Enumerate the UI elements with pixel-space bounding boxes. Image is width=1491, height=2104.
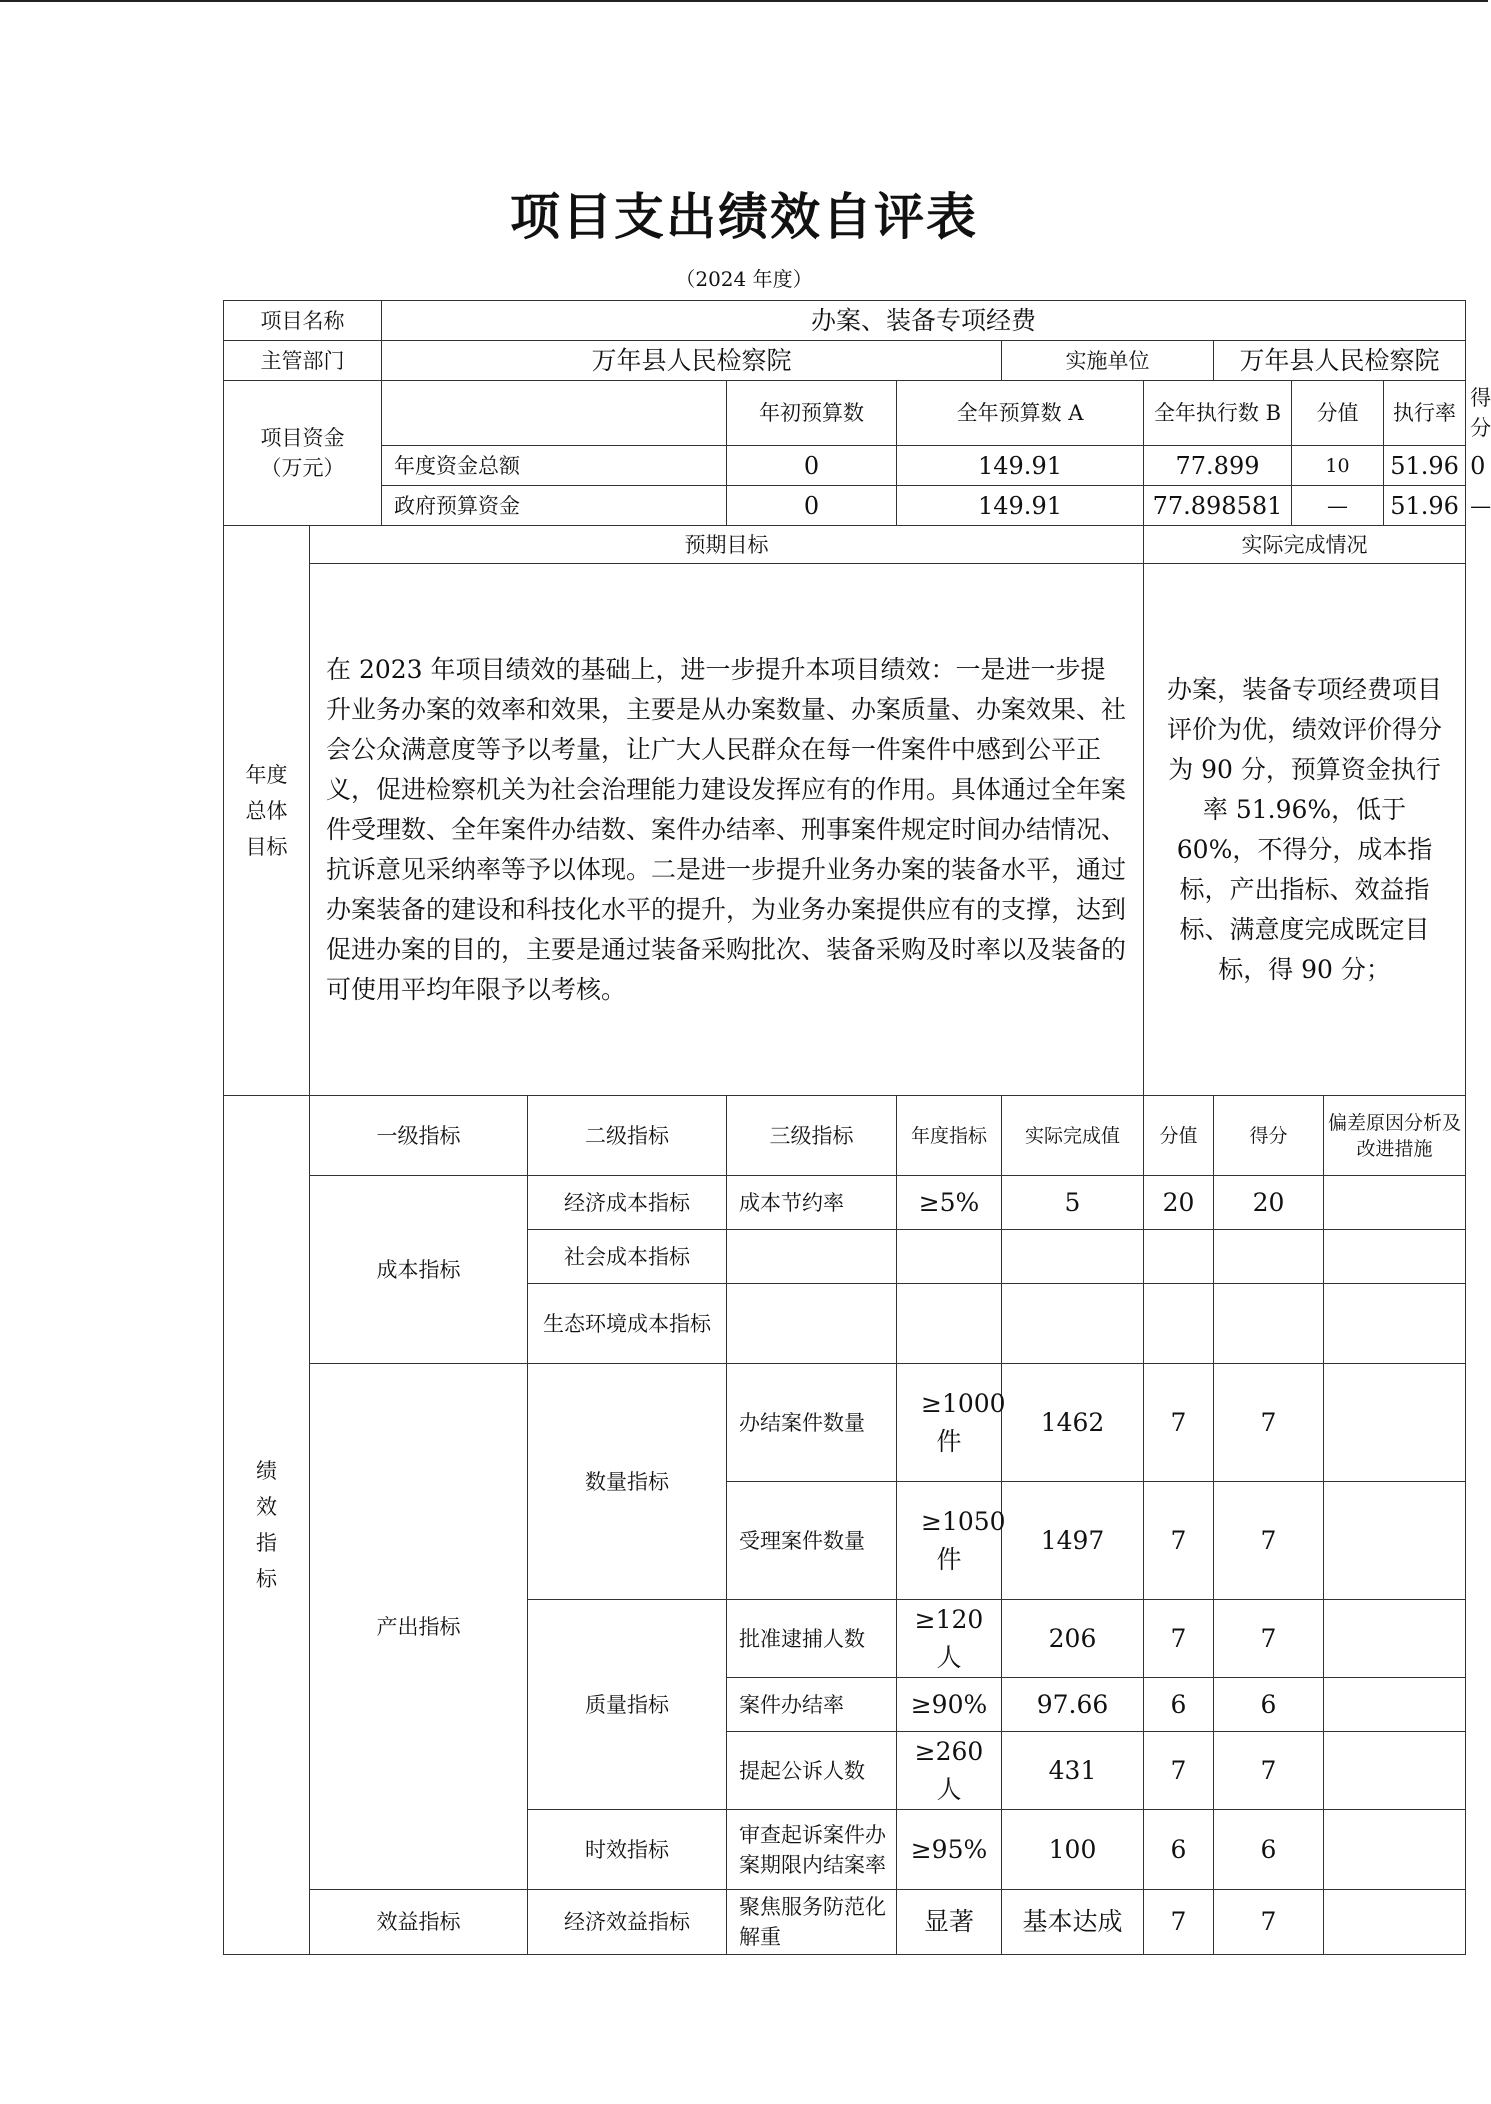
score-cell: 20 bbox=[1214, 1176, 1324, 1230]
level3-cell bbox=[727, 1230, 897, 1284]
project-name-label: 项目名称 bbox=[224, 301, 382, 341]
col-level1: 一级指标 bbox=[310, 1096, 528, 1176]
col-score: 得分 bbox=[1214, 1096, 1324, 1176]
col-level2: 二级指标 bbox=[528, 1096, 727, 1176]
col-actual-value: 实际完成值 bbox=[1002, 1096, 1144, 1176]
level3-cell: 审查起诉案件办案期限内结案率 bbox=[727, 1810, 897, 1890]
funds-row-score-value: 10 bbox=[1292, 446, 1384, 486]
deviation-cell bbox=[1324, 1678, 1466, 1732]
level3-cell: 提起公诉人数 bbox=[727, 1732, 897, 1810]
indicator-row bbox=[224, 1176, 1466, 1230]
year-label: （2024 年度） bbox=[675, 267, 813, 291]
deviation-cell bbox=[1324, 1732, 1466, 1810]
col-level3: 三级指标 bbox=[727, 1096, 897, 1176]
indicator-header-row bbox=[224, 1096, 1466, 1176]
score-value-cell bbox=[1144, 1284, 1214, 1364]
funds-row-executed: 77.899 bbox=[1144, 446, 1292, 486]
goals-label bbox=[224, 526, 310, 1096]
funds-row-score-value: — bbox=[1292, 486, 1384, 526]
actual-value-cell: 206 bbox=[1002, 1600, 1144, 1678]
indicator-row bbox=[224, 1364, 1466, 1482]
deviation-cell bbox=[1324, 1364, 1466, 1482]
actual-value-cell bbox=[1002, 1284, 1144, 1364]
actual-value-cell: 97.66 bbox=[1002, 1678, 1144, 1732]
deviation-cell bbox=[1324, 1810, 1466, 1890]
indicator-row bbox=[224, 1890, 1466, 1955]
goals-label-line1: 年度 bbox=[245, 762, 288, 787]
department-row bbox=[224, 341, 1466, 381]
score-value-cell: 7 bbox=[1144, 1364, 1214, 1482]
quality-level2: 质量指标 bbox=[528, 1600, 727, 1810]
deviation-cell bbox=[1324, 1176, 1466, 1230]
output-level1: 产出指标 bbox=[310, 1364, 528, 1890]
level3-cell: 批准逮捕人数 bbox=[727, 1600, 897, 1678]
expected-goal-text: 在 2023 年项目绩效的基础上，进一步提升本项目绩效：一是进一步提升业务办案的效率和效果，主要是从办案数量、办案质量、办案效果、社会公众满意度等予以考量，让广大人民群众在每一件案件中感到公平正义，促进检察机关为社会治理能力建设发挥应有的作用。具体通过全年案件受理数、全年案件办结数、案件办结率、刑事案件规定时间办结情况、抗诉意见采纳率等予以体现。二是进一步提升业务办案的装备水平，通过办案装备的建设和科技化水平的提升，为业务办案提供应有的支撑，达到促进办案的目的，主要是通过装备采购批次、装备采购及时率以及装备的可使用平均年限予以考核。 bbox=[310, 564, 1144, 1096]
score-cell bbox=[1214, 1284, 1324, 1364]
dept-label: 主管部门 bbox=[224, 341, 382, 381]
funds-row-initial: 0 bbox=[727, 446, 897, 486]
level3-cell: 办结案件数量 bbox=[727, 1364, 897, 1482]
col-deviation: 偏差原因分析及改进措施 bbox=[1324, 1096, 1466, 1176]
expected-goal-header: 预期目标 bbox=[310, 526, 1144, 564]
score-cell: 7 bbox=[1214, 1364, 1324, 1482]
level2-cell: 社会成本指标 bbox=[528, 1230, 727, 1284]
actual-result-header: 实际完成情况 bbox=[1144, 526, 1466, 564]
score-cell: 6 bbox=[1214, 1678, 1324, 1732]
goals-content-row bbox=[224, 564, 1466, 1096]
score-cell: 7 bbox=[1214, 1600, 1324, 1678]
col-score-value: 分值 bbox=[1292, 381, 1384, 446]
funds-row-name: 年度资金总额 bbox=[382, 446, 727, 486]
col-annual-executed: 全年执行数 B bbox=[1144, 381, 1292, 446]
funds-row-executed: 77.898581 bbox=[1144, 486, 1292, 526]
col-annual-target: 年度指标 bbox=[897, 1096, 1002, 1176]
goals-label-line2: 总体 bbox=[245, 798, 288, 823]
score-cell: 7 bbox=[1214, 1890, 1324, 1955]
annual-target-cell: ≥260人 bbox=[897, 1732, 1002, 1810]
funds-row-annual: 149.91 bbox=[897, 446, 1144, 486]
cost-level1: 成本指标 bbox=[310, 1176, 528, 1364]
level2-cell: 生态环境成本指标 bbox=[528, 1284, 727, 1364]
level2-cell: 经济成本指标 bbox=[528, 1176, 727, 1230]
funds-label-line2: （万元） bbox=[260, 456, 345, 480]
score-cell: 6 bbox=[1214, 1810, 1324, 1890]
deviation-cell bbox=[1324, 1600, 1466, 1678]
funds-blank-header bbox=[382, 381, 727, 446]
funds-header-row: 项目资金 （万元） 年初预算数 全年预算数 A 全年执行数 B 分值 执行率 得分 bbox=[224, 381, 1466, 446]
actual-value-cell: 431 bbox=[1002, 1732, 1144, 1810]
level3-cell: 成本节约率 bbox=[727, 1176, 897, 1230]
actual-value-cell: 100 bbox=[1002, 1810, 1144, 1890]
level2-cell: 经济效益指标 bbox=[528, 1890, 727, 1955]
quantity-level2: 数量指标 bbox=[528, 1364, 727, 1600]
actual-value-cell: 1497 bbox=[1002, 1482, 1144, 1600]
col-annual-budget: 全年预算数 A bbox=[897, 381, 1144, 446]
annual-target-cell bbox=[897, 1284, 1002, 1364]
level3-cell bbox=[727, 1284, 897, 1364]
funds-row-name: 政府预算资金 bbox=[382, 486, 727, 526]
deviation-cell bbox=[1324, 1284, 1466, 1364]
project-name-row bbox=[224, 301, 1466, 341]
annual-target-cell: ≥5% bbox=[897, 1176, 1002, 1230]
score-cell: 7 bbox=[1214, 1732, 1324, 1810]
score-value-cell bbox=[1144, 1230, 1214, 1284]
performance-table bbox=[223, 300, 1491, 1955]
funds-row: 年度资金总额 0 149.91 77.899 10 51.96 0 bbox=[224, 446, 1466, 486]
score-value-cell: 20 bbox=[1144, 1176, 1214, 1230]
score-value-cell: 7 bbox=[1144, 1732, 1214, 1810]
level3-cell: 受理案件数量 bbox=[727, 1482, 897, 1600]
col-score-value: 分值 bbox=[1144, 1096, 1214, 1176]
project-name-value: 办案、装备专项经费 bbox=[382, 301, 1466, 341]
score-value-cell: 7 bbox=[1144, 1600, 1214, 1678]
deviation-cell bbox=[1324, 1482, 1466, 1600]
score-value-cell: 6 bbox=[1144, 1678, 1214, 1732]
actual-value-cell: 1462 bbox=[1002, 1364, 1144, 1482]
indicators-label: 绩效指标 bbox=[224, 1096, 310, 1955]
level3-cell: 聚焦服务防范化解重 bbox=[727, 1890, 897, 1955]
funds-row: 政府预算资金 0 149.91 77.898581 — 51.96 — bbox=[224, 486, 1466, 526]
col-exec-rate: 执行率 bbox=[1384, 381, 1466, 446]
funds-row-annual: 149.91 bbox=[897, 486, 1144, 526]
annual-target-cell: ≥90% bbox=[897, 1678, 1002, 1732]
annual-target-cell: ≥1050件 bbox=[897, 1482, 1002, 1600]
top-border-line bbox=[0, 0, 1488, 2]
actual-result-text: 办案，装备专项经费项目评价为优，绩效评价得分为 90 分，预算资金执行率 51.96%，低于 60%，不得分，成本指标，产出指标、效益指标、满意度完成既定目标，得 90 分； bbox=[1144, 564, 1466, 1096]
actual-value-cell: 基本达成 bbox=[1002, 1890, 1144, 1955]
annual-target-cell: ≥95% bbox=[897, 1810, 1002, 1890]
level3-cell: 案件办结率 bbox=[727, 1678, 897, 1732]
score-value-cell: 6 bbox=[1144, 1810, 1214, 1890]
funds-row-rate: 51.96 bbox=[1384, 486, 1466, 526]
score-cell: 7 bbox=[1214, 1482, 1324, 1600]
deviation-cell bbox=[1324, 1890, 1466, 1955]
funds-row-initial: 0 bbox=[727, 486, 897, 526]
score-value-cell: 7 bbox=[1144, 1890, 1214, 1955]
actual-value-cell: 5 bbox=[1002, 1176, 1144, 1230]
unit-label: 实施单位 bbox=[1002, 341, 1214, 381]
funds-label-line1: 项目资金 bbox=[260, 426, 345, 450]
benefit-level1: 效益指标 bbox=[310, 1890, 528, 1955]
annual-target-cell bbox=[897, 1230, 1002, 1284]
actual-value-cell bbox=[1002, 1230, 1144, 1284]
funds-row-rate: 51.96 bbox=[1384, 446, 1466, 486]
score-value-cell: 7 bbox=[1144, 1482, 1214, 1600]
col-initial-budget: 年初预算数 bbox=[727, 381, 897, 446]
score-cell bbox=[1214, 1230, 1324, 1284]
unit-value: 万年县人民检察院 bbox=[1214, 341, 1466, 381]
goals-label-line3: 目标 bbox=[245, 834, 288, 859]
goals-header-row bbox=[224, 526, 1466, 564]
dept-value: 万年县人民检察院 bbox=[382, 341, 1002, 381]
annual-target-cell: ≥120人 bbox=[897, 1600, 1002, 1678]
annual-target-cell: ≥1000件 bbox=[897, 1364, 1002, 1482]
annual-target-cell: 显著 bbox=[897, 1890, 1002, 1955]
deviation-cell bbox=[1324, 1230, 1466, 1284]
timeliness-level2: 时效指标 bbox=[528, 1810, 727, 1890]
funds-label bbox=[224, 381, 382, 526]
document-title: 项目支出绩效自评表 bbox=[510, 187, 978, 246]
